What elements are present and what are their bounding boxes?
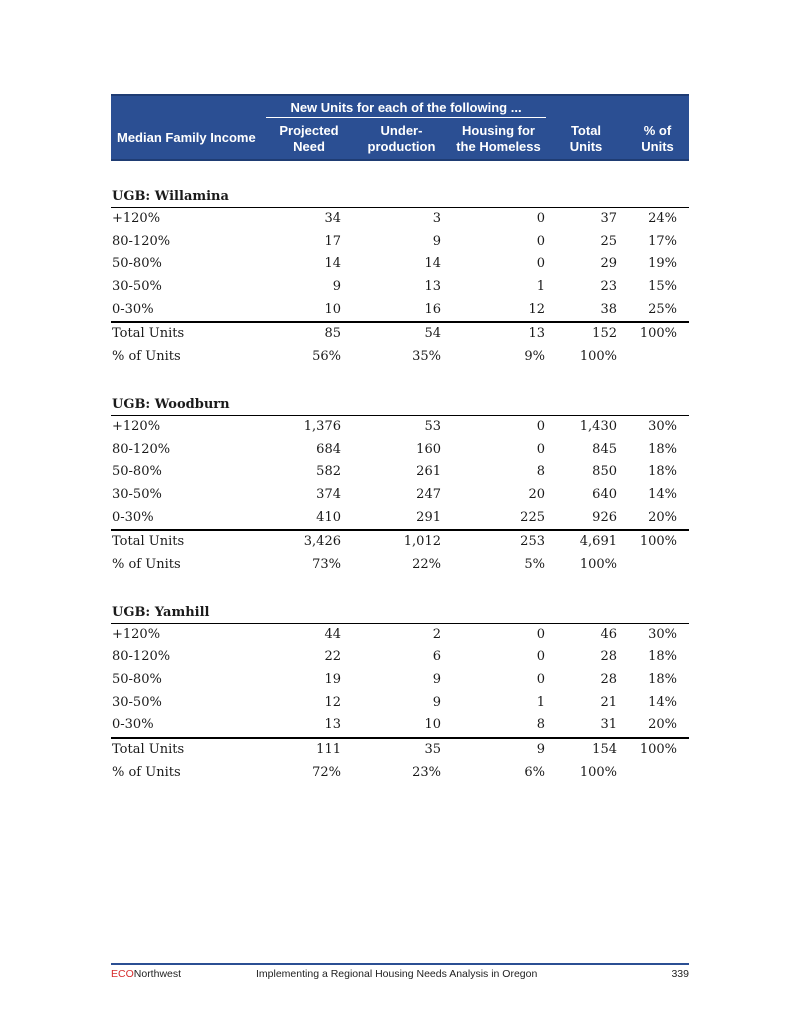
- table-row: [111, 714, 689, 737]
- table-cell: 85: [324, 326, 341, 342]
- table-cell: 100%: [579, 349, 617, 365]
- table-cell: 13: [424, 279, 441, 295]
- table-cell: 3: [432, 211, 441, 226]
- table-cell: 50-80%: [112, 256, 162, 272]
- table-cell: % of Units: [112, 556, 181, 572]
- table-cell: 23%: [412, 764, 441, 780]
- table-cell: 9: [432, 672, 441, 687]
- table-cell: 247: [416, 486, 441, 502]
- table-cell: 100%: [639, 534, 677, 550]
- percent-row: [111, 762, 689, 785]
- table-cell: 12: [324, 694, 341, 710]
- table-cell: 926: [592, 509, 617, 525]
- table-cell: 19: [324, 672, 341, 687]
- table-cell: 22: [324, 649, 341, 665]
- section-title: UGB: Yamhill: [111, 603, 689, 624]
- table-cell: 17: [324, 233, 341, 249]
- table-cell: 80-120%: [112, 441, 171, 457]
- document-title: Implementing a Regional Housing Needs Analysis in Oregon: [256, 968, 538, 980]
- table-cell: 1,376: [303, 418, 341, 434]
- table-cell: +120%: [112, 418, 161, 434]
- table-cell: 44: [324, 626, 341, 642]
- table-row: [111, 624, 689, 647]
- table-cell: 25%: [648, 301, 677, 317]
- table-row: [111, 276, 689, 299]
- table-cell: 18%: [648, 464, 677, 480]
- table-cell: 9: [432, 694, 441, 710]
- table-cell: 253: [520, 534, 545, 550]
- table-row: [111, 439, 689, 462]
- table-row: [111, 484, 689, 507]
- table-cell: 37: [600, 211, 617, 226]
- table-cell: 374: [316, 486, 341, 502]
- table-row: [111, 669, 689, 692]
- table-cell: 50-80%: [112, 464, 162, 480]
- table-cell: 15%: [648, 279, 677, 295]
- table-cell: 5%: [524, 556, 545, 572]
- table-cell: 31: [600, 717, 617, 733]
- table-cell: 10: [424, 717, 441, 733]
- table-cell: 28: [600, 672, 617, 687]
- table-cell: 0: [536, 418, 545, 434]
- table-cell: 14: [424, 256, 441, 272]
- table-cell: 1: [536, 694, 545, 710]
- pct-units-header: % of Units: [641, 123, 674, 154]
- table-cell: 53: [424, 418, 441, 434]
- econorthwest-logo: ECONorthwest: [111, 968, 182, 980]
- table-cell: 582: [316, 464, 341, 480]
- table-cell: 6%: [524, 764, 545, 780]
- table-cell: 30%: [648, 626, 677, 642]
- total-row: [111, 737, 689, 762]
- page-number: 339: [671, 968, 689, 980]
- table-cell: 50-80%: [112, 672, 162, 687]
- table-row: [111, 461, 689, 484]
- table-cell: 1,012: [403, 534, 441, 550]
- section-2: [111, 603, 689, 785]
- table-cell: 684: [316, 441, 341, 457]
- table-cell: 25: [600, 233, 617, 249]
- table-cell: 34: [324, 211, 341, 226]
- table-cell: 100%: [639, 742, 677, 758]
- table-cell: 24%: [648, 211, 677, 226]
- table-cell: 46: [600, 626, 617, 642]
- table-cell: 0: [536, 626, 545, 642]
- table-cell: +120%: [112, 211, 161, 226]
- table-row: [111, 646, 689, 669]
- table-cell: 54: [424, 326, 441, 342]
- section-title: UGB: Woodburn: [111, 395, 689, 416]
- total-row: [111, 529, 689, 554]
- table-cell: 152: [592, 326, 617, 342]
- percent-row: [111, 554, 689, 577]
- group-header: New Units for each of the following ...: [290, 100, 522, 115]
- table-cell: 6: [432, 649, 441, 665]
- table-cell: 28: [600, 649, 617, 665]
- table-row: [111, 253, 689, 276]
- table-cell: 30-50%: [112, 486, 162, 502]
- section-0: [111, 187, 689, 369]
- median-family-income-header: Median Family Income: [117, 130, 256, 145]
- table-cell: +120%: [112, 626, 161, 642]
- table-cell: 154: [592, 742, 617, 758]
- table-cell: 14%: [648, 486, 677, 502]
- table-cell: 16: [424, 301, 441, 317]
- table-cell: 13: [528, 326, 545, 342]
- table-cell: 29: [600, 256, 617, 272]
- table-cell: 640: [592, 486, 617, 502]
- table-cell: 73%: [312, 556, 341, 572]
- table-cell: 0: [536, 649, 545, 665]
- table-cell: 0: [536, 441, 545, 457]
- table-cell: 8: [536, 717, 545, 733]
- section-1: [111, 395, 689, 577]
- table-cell: 100%: [579, 556, 617, 572]
- table-cell: 4,691: [579, 534, 617, 550]
- table-cell: 261: [416, 464, 441, 480]
- group-header-underline: [266, 117, 546, 118]
- table-row: [111, 692, 689, 715]
- table-cell: 35: [424, 742, 441, 758]
- homeless-housing-header: Housing for the Homeless: [456, 123, 541, 154]
- total-units-header: Total Units: [569, 123, 603, 154]
- table-cell: 0-30%: [112, 509, 154, 525]
- table-row: [111, 208, 689, 231]
- projected-need-header: Projected Need: [279, 123, 339, 154]
- table-cell: 0: [536, 211, 545, 226]
- table-cell: 160: [416, 441, 441, 457]
- table-cell: 72%: [312, 764, 341, 780]
- table-cell: 21: [600, 694, 617, 710]
- table-cell: Total Units: [112, 534, 185, 550]
- table-cell: 22%: [412, 556, 441, 572]
- table-cell: 850: [592, 464, 617, 480]
- table-cell: 111: [316, 742, 341, 758]
- table-cell: 1: [536, 279, 545, 295]
- percent-row: [111, 346, 689, 369]
- table-cell: 9%: [524, 349, 545, 365]
- table-cell: 291: [416, 509, 441, 525]
- table-cell: 1,430: [579, 418, 617, 434]
- table-row: [111, 507, 689, 530]
- table-cell: 38: [600, 301, 617, 317]
- table-cell: 23: [600, 279, 617, 295]
- table-cell: 100%: [639, 326, 677, 342]
- table-cell: 80-120%: [112, 233, 171, 249]
- table-cell: 0: [536, 672, 545, 687]
- table-body: [111, 187, 689, 784]
- table-cell: 100%: [579, 764, 617, 780]
- table-cell: 845: [592, 441, 617, 457]
- table-cell: 0: [536, 256, 545, 272]
- section-title: UGB: Willamina: [111, 187, 689, 208]
- table-cell: 30-50%: [112, 279, 162, 295]
- table-cell: 13: [324, 717, 341, 733]
- table-cell: 2: [432, 626, 441, 642]
- table-cell: 3,426: [303, 534, 341, 550]
- table-cell: Total Units: [112, 326, 185, 342]
- page-footer: [111, 963, 689, 981]
- table-cell: 8: [536, 464, 545, 480]
- table-cell: 19%: [648, 256, 677, 272]
- housing-needs-table: [111, 94, 689, 784]
- underproduction-header: Under- production: [367, 123, 436, 154]
- table-cell: 0-30%: [112, 301, 154, 317]
- table-row: [111, 231, 689, 254]
- table-cell: 0-30%: [112, 717, 154, 733]
- total-row: [111, 321, 689, 346]
- table-cell: Total Units: [112, 742, 185, 758]
- table-cell: 18%: [648, 649, 677, 665]
- table-cell: [617, 554, 683, 577]
- table-cell: % of Units: [112, 349, 181, 365]
- table-cell: 30-50%: [112, 694, 162, 710]
- table-row: [111, 416, 689, 439]
- table-cell: 18%: [648, 672, 677, 687]
- table-cell: 18%: [648, 441, 677, 457]
- table-cell: % of Units: [112, 764, 181, 780]
- table-cell: 80-120%: [112, 649, 171, 665]
- table-cell: 10: [324, 301, 341, 317]
- table-cell: 14%: [648, 694, 677, 710]
- table-header: [111, 94, 689, 161]
- table-cell: [617, 346, 683, 369]
- table-cell: 12: [528, 301, 545, 317]
- table-cell: 20%: [648, 717, 677, 733]
- table-cell: 9: [332, 279, 341, 295]
- table-cell: [617, 762, 683, 785]
- table-cell: 56%: [312, 349, 341, 365]
- table-row: [111, 299, 689, 322]
- table-cell: 20%: [648, 509, 677, 525]
- table-cell: 35%: [412, 349, 441, 365]
- table-cell: 30%: [648, 418, 677, 434]
- table-cell: 17%: [648, 233, 677, 249]
- table-cell: 410: [316, 509, 341, 525]
- table-cell: 9: [432, 233, 441, 249]
- table-cell: 14: [324, 256, 341, 272]
- table-cell: 0: [536, 233, 545, 249]
- table-cell: 20: [528, 486, 545, 502]
- table-cell: 9: [536, 742, 545, 758]
- table-cell: 225: [520, 509, 545, 525]
